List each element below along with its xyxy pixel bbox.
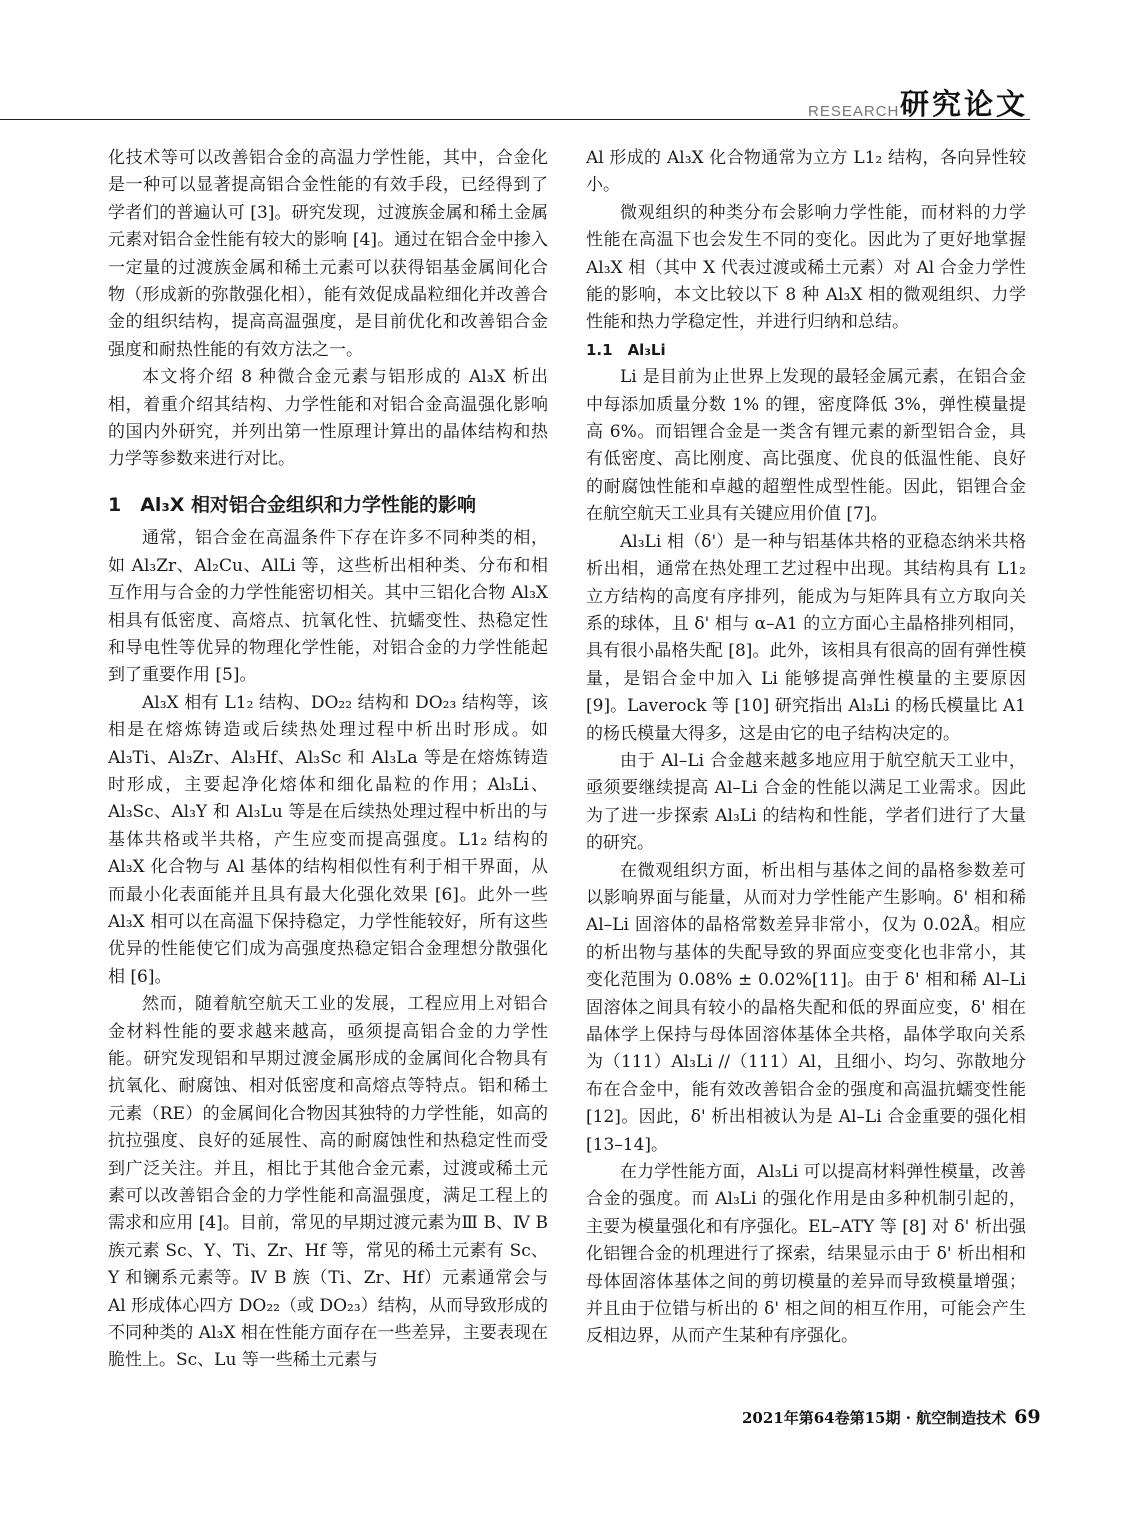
paragraph: Al₃Li 相（δ'）是一种与铝基体共格的亚稳态纳米共格析出相，通常在热处理工艺过程中出现。其结构具有 L1₂ 立方结构的高度有序排列，能成为与矩阵具有立方取向关系的球体，且 δ' 相与 α–A1 的立方面心主晶格排列相同，具有很小晶格失配 [8]。此外，该相具有很高的固有弹性模量，是铝合金中加入 Li 能够提高弹性模量的主要原因 [9]。Laverock 等 [10] 研究指出 Al₃Li 的杨氏模量比 A1 的杨氏模量大得多，这是由它的电子结构决定的。 xyxy=(586,531,1026,744)
paragraph: 化技术等可以改善铝合金的高温力学性能，其中，合金化是一种可以显著提高铝合金性能的有效手段，已经得到了学者们的普遍认可 [3]。研究发现，过渡族金属和稀土金属元素对铝合金性能有较大的影响 [4]。通过在铝合金中掺入一定量的过渡族金属和稀土元素可以获得铝基金属间化合物（形成新的弥散强化相），能有效促成晶粒细化并改善合金的组织结构，提高高温强度，是目前优化和改善铝合金强度和耐热性能的有效方法之一。 xyxy=(108,148,548,360)
paragraph: 在力学性能方面，Al₃Li 可以提高材料弹性模量，改善合金的强度。而 Al₃Li 的强化作用是由多种机制引起的，主要为模量强化和有序强化。EL–ATY 等 [8] 对 δ' 析出强化铝锂合金的机理进行了探索，结果显示由于 δ' 析出相和母体固溶体基体之间的剪切模量的差异而导致模量增强；并且由于位错与析出的 δ' 相之间的相互作用，可能会产生反相边界，从而产生某种有序强化。 xyxy=(586,1162,1026,1347)
header-column-title: 研究论文 xyxy=(900,87,1029,121)
page-number: 69 xyxy=(1014,1406,1041,1428)
left-column xyxy=(108,145,548,1375)
right-column xyxy=(586,145,1026,1351)
paragraph: Al₃X 相有 L1₂ 结构、DO₂₂ 结构和 DO₂₃ 结构等，该相是在熔炼铸造或后续热处理过程中析出时形成。如 Al₃Ti、Al₃Zr、Al₃Hf、Al₃Sc 和 Al₃La 等是在熔炼铸造时形成，主要起净化熔体和细化晶粒的作用；Al₃Li、Al₃Sc、Al₃Y 和 Al₃Lu 等是在后续热处理过程中析出的与基体共格或半共格，产生应变而提高强度。L1₂ 结构的 Al₃X 化合物与 Al 基体的结构相似性有利于相干界面，从而最小化表面能并且具有最大化强化效果 [6]。此外一些 Al₃X 相可以在高温下保持稳定，力学性能较好，所有这些优异的性能使它们成为高强度热稳定铝合金理想分散强化相 [6]。 xyxy=(108,692,548,987)
paragraph: Li 是目前为止世界上发现的最轻金属元素，在铝合金中每添加质量分数 1% 的锂，密度降低 3%，弹性模量提高 6%。而铝锂合金是一类含有锂元素的新型铝合金，具有低密度、高比刚度、高比强度、优良的低温性能、良好的耐腐蚀性能和卓越的超塑性成型性能。因此，铝锂合金在航空航天工业具有关键应用价值 [7]。 xyxy=(586,367,1026,525)
page-footer xyxy=(742,1406,1041,1428)
section-heading: 1 Al₃X 相对铝合金组织和力学性能的影响 xyxy=(108,493,477,516)
paragraph: Al 形成的 Al₃X 化合物通常为立方 L1₂ 结构，各向异性较小。 xyxy=(586,148,1026,196)
paragraph: 微观组织的种类分布会影响力学性能，而材料的力学性能在高温下也会发生不同的变化。因此为了更好地掌握 Al₃X 相（其中 X 代表过渡或稀土元素）对 Al 合金力学性能的影响，本文比较以下 8 种 Al₃X 相的微观组织、力学性能和热力学稳定性，并进行归纳和总结。 xyxy=(586,202,1026,333)
paragraph: 本文将介绍 8 种微合金元素与铝形成的 Al₃X 析出相，着重介绍其结构、力学性能和对铝合金高温强化影响的国内外研究，并列出第一性原理计算出的晶体结构和热力学等参数来进行对比。 xyxy=(108,367,548,470)
paragraph: 在微观组织方面，析出相与基体之间的晶格参数差可以影响界面与能量，从而对力学性能产生影响。δ' 相和稀 Al–Li 固溶体的晶格常数差异非常小，仅为 0.02Å。相应的析出物与基体的失配导致的界面应变变化也非常小，其变化范围为 0.08% ± 0.02%[11]。由于 δ' 相和稀 Al–Li 固溶体之间具有较小的晶格失配和低的界面应变，δ' 相在晶体学上保持与母体固溶体基体全共格，晶体学取向关系为（111）Al₃Li //（111）Al，且细小、均匀、弥散地分布在合金中，能有效改善铝合金的强度和高温抗蠕变性能 [12]。因此，δ' 析出相被认为是 Al–Li 合金重要的强化相 [13–14]。 xyxy=(586,860,1026,1155)
footer-citation: 2021年第64卷第15期 · 航空制造技术 xyxy=(742,1409,1007,1427)
paragraph: 通常，铝合金在高温条件下存在许多不同种类的相，如 Al₃Zr、Al₂Cu、AlLi 等，这些析出相种类、分布和相互作用与合金的力学性能密切相关。其中三铝化合物 Al₃X 相具有低密度、高熔点、抗氧化性、抗蠕变性、热稳定性和导电性等优异的物理化学性能，对铝合金的力学性能起到了重要作用 [5]。 xyxy=(108,528,548,686)
header-research-label: RESEARCH xyxy=(808,103,900,120)
paragraph: 由于 Al–Li 合金越来越多地应用于航空航天工业中，亟须要继续提高 Al–Li 合金的性能以满足工业需求。因此为了进一步探索 Al₃Li 的结构和性能，学者们进行了大量的研究。 xyxy=(586,750,1026,854)
paragraph: 然而，随着航空航天工业的发展，工程应用上对铝合金材料性能的要求越来越高，亟须提高铝合金的力学性能。研究发现铝和早期过渡金属形成的金属间化合物具有抗氧化、耐腐蚀、相对低密度和高熔点等特点。铝和稀土元素（RE）的金属间化合物因其独特的力学性能，如高的抗拉强度、良好的延展性、高的耐腐蚀性和热稳定性而受到广泛关注。并且，相比于其他合金元素，过渡或稀土元素可以改善铝合金的力学性能和高温强度，满足工程上的需求和应用 [4]。目前，常见的早期过渡元素为Ⅲ B、Ⅳ B 族元素 Sc、Y、Ti、Zr、Hf 等，常见的稀土元素有 Sc、Y 和镧系元素等。Ⅳ B 族（Ti、Zr、Hf）元素通常会与 Al 形成体心四方 DO₂₂（或 DO₂₃）结构，从而导致形成的不同种类的 Al₃X 相在性能方面存在一些差异，主要表现在脆性上。Sc、Lu 等一些稀土元素与 xyxy=(108,994,548,1371)
subsection-heading: 1.1 Al₃Li xyxy=(586,340,666,359)
